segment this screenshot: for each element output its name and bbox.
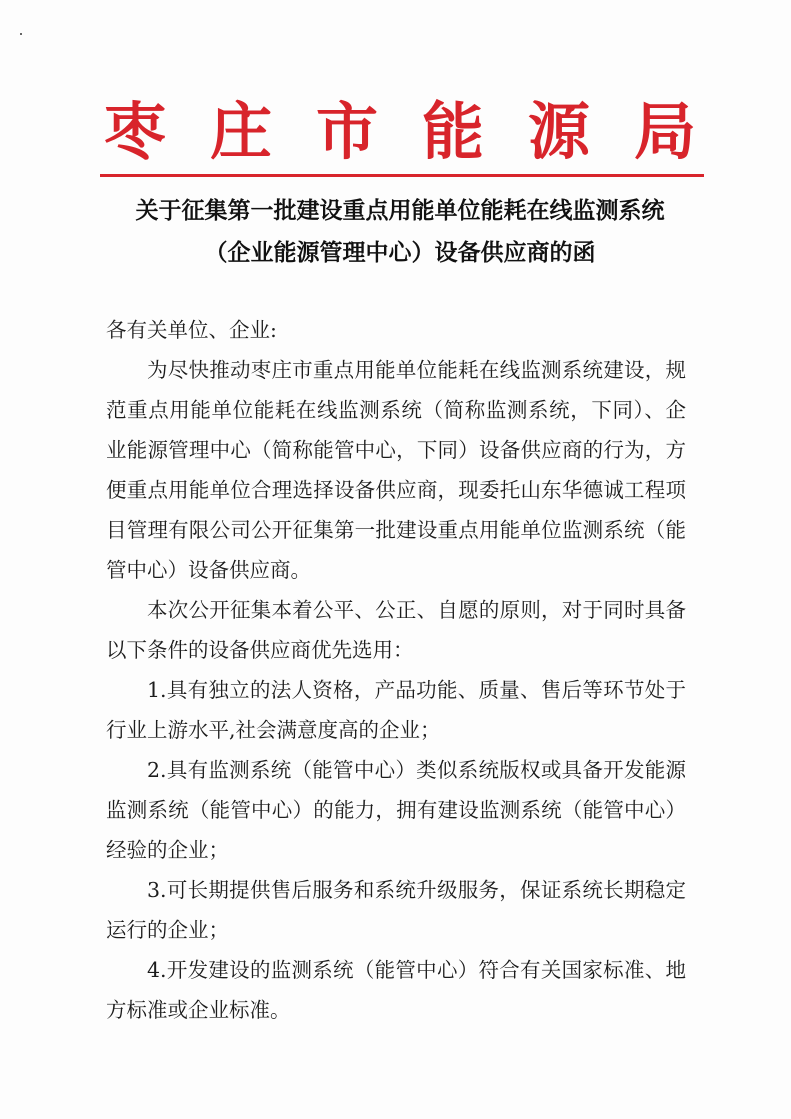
agency-name: 枣庄市能源局 <box>103 95 740 168</box>
document-body <box>106 310 686 1030</box>
condition-item-3: 3.可长期提供售后服务和系统升级服务，保证系统长期稳定运行的企业； <box>106 878 686 942</box>
salutation: 各有关单位、企业: <box>106 318 277 342</box>
title-line-1: 关于征集第一批建设重点用能单位能耗在线监测系统 <box>135 198 665 224</box>
paragraph-intro: 为尽快推动枣庄市重点用能单位能耗在线监测系统建设，规范重点用能单位能耗在线监测系统（简称监测系统，下同）、企业能源管理中心（简称能管中心，下同）设备供应商的行为，方便重点用能单位合理选择设备供应商，现委托山东华德诚工程项目管理有限公司公开征集第一批建设重点用能单位监测系统（能管中心）设备供应商。 <box>106 358 686 582</box>
paragraph-principles: 本次公开征集本着公平、公正、自愿的原则，对于同时具备以下条件的设备供应商优先选用： <box>106 598 686 662</box>
condition-item-4: 4.开发建设的监测系统（能管中心）符合有关国家标准、地方标准或企业标准。 <box>106 958 686 1022</box>
condition-item-2: 2.具有监测系统（能管中心）类似系统版权或具备开发能源监测系统（能管中心）的能力，拥有建设监测系统（能管中心）经验的企业； <box>106 758 686 862</box>
title-line-2: （企业能源管理中心）设备供应商的函 <box>204 240 596 266</box>
condition-item-1: 1.具有独立的法人资格，产品功能、质量、售后等环节处于行业上游水平,社会满意度高的企业； <box>106 678 686 742</box>
scan-speck <box>20 33 22 35</box>
document-title <box>80 190 720 274</box>
letterhead-red-rule <box>100 174 704 177</box>
letterhead <box>100 92 740 172</box>
